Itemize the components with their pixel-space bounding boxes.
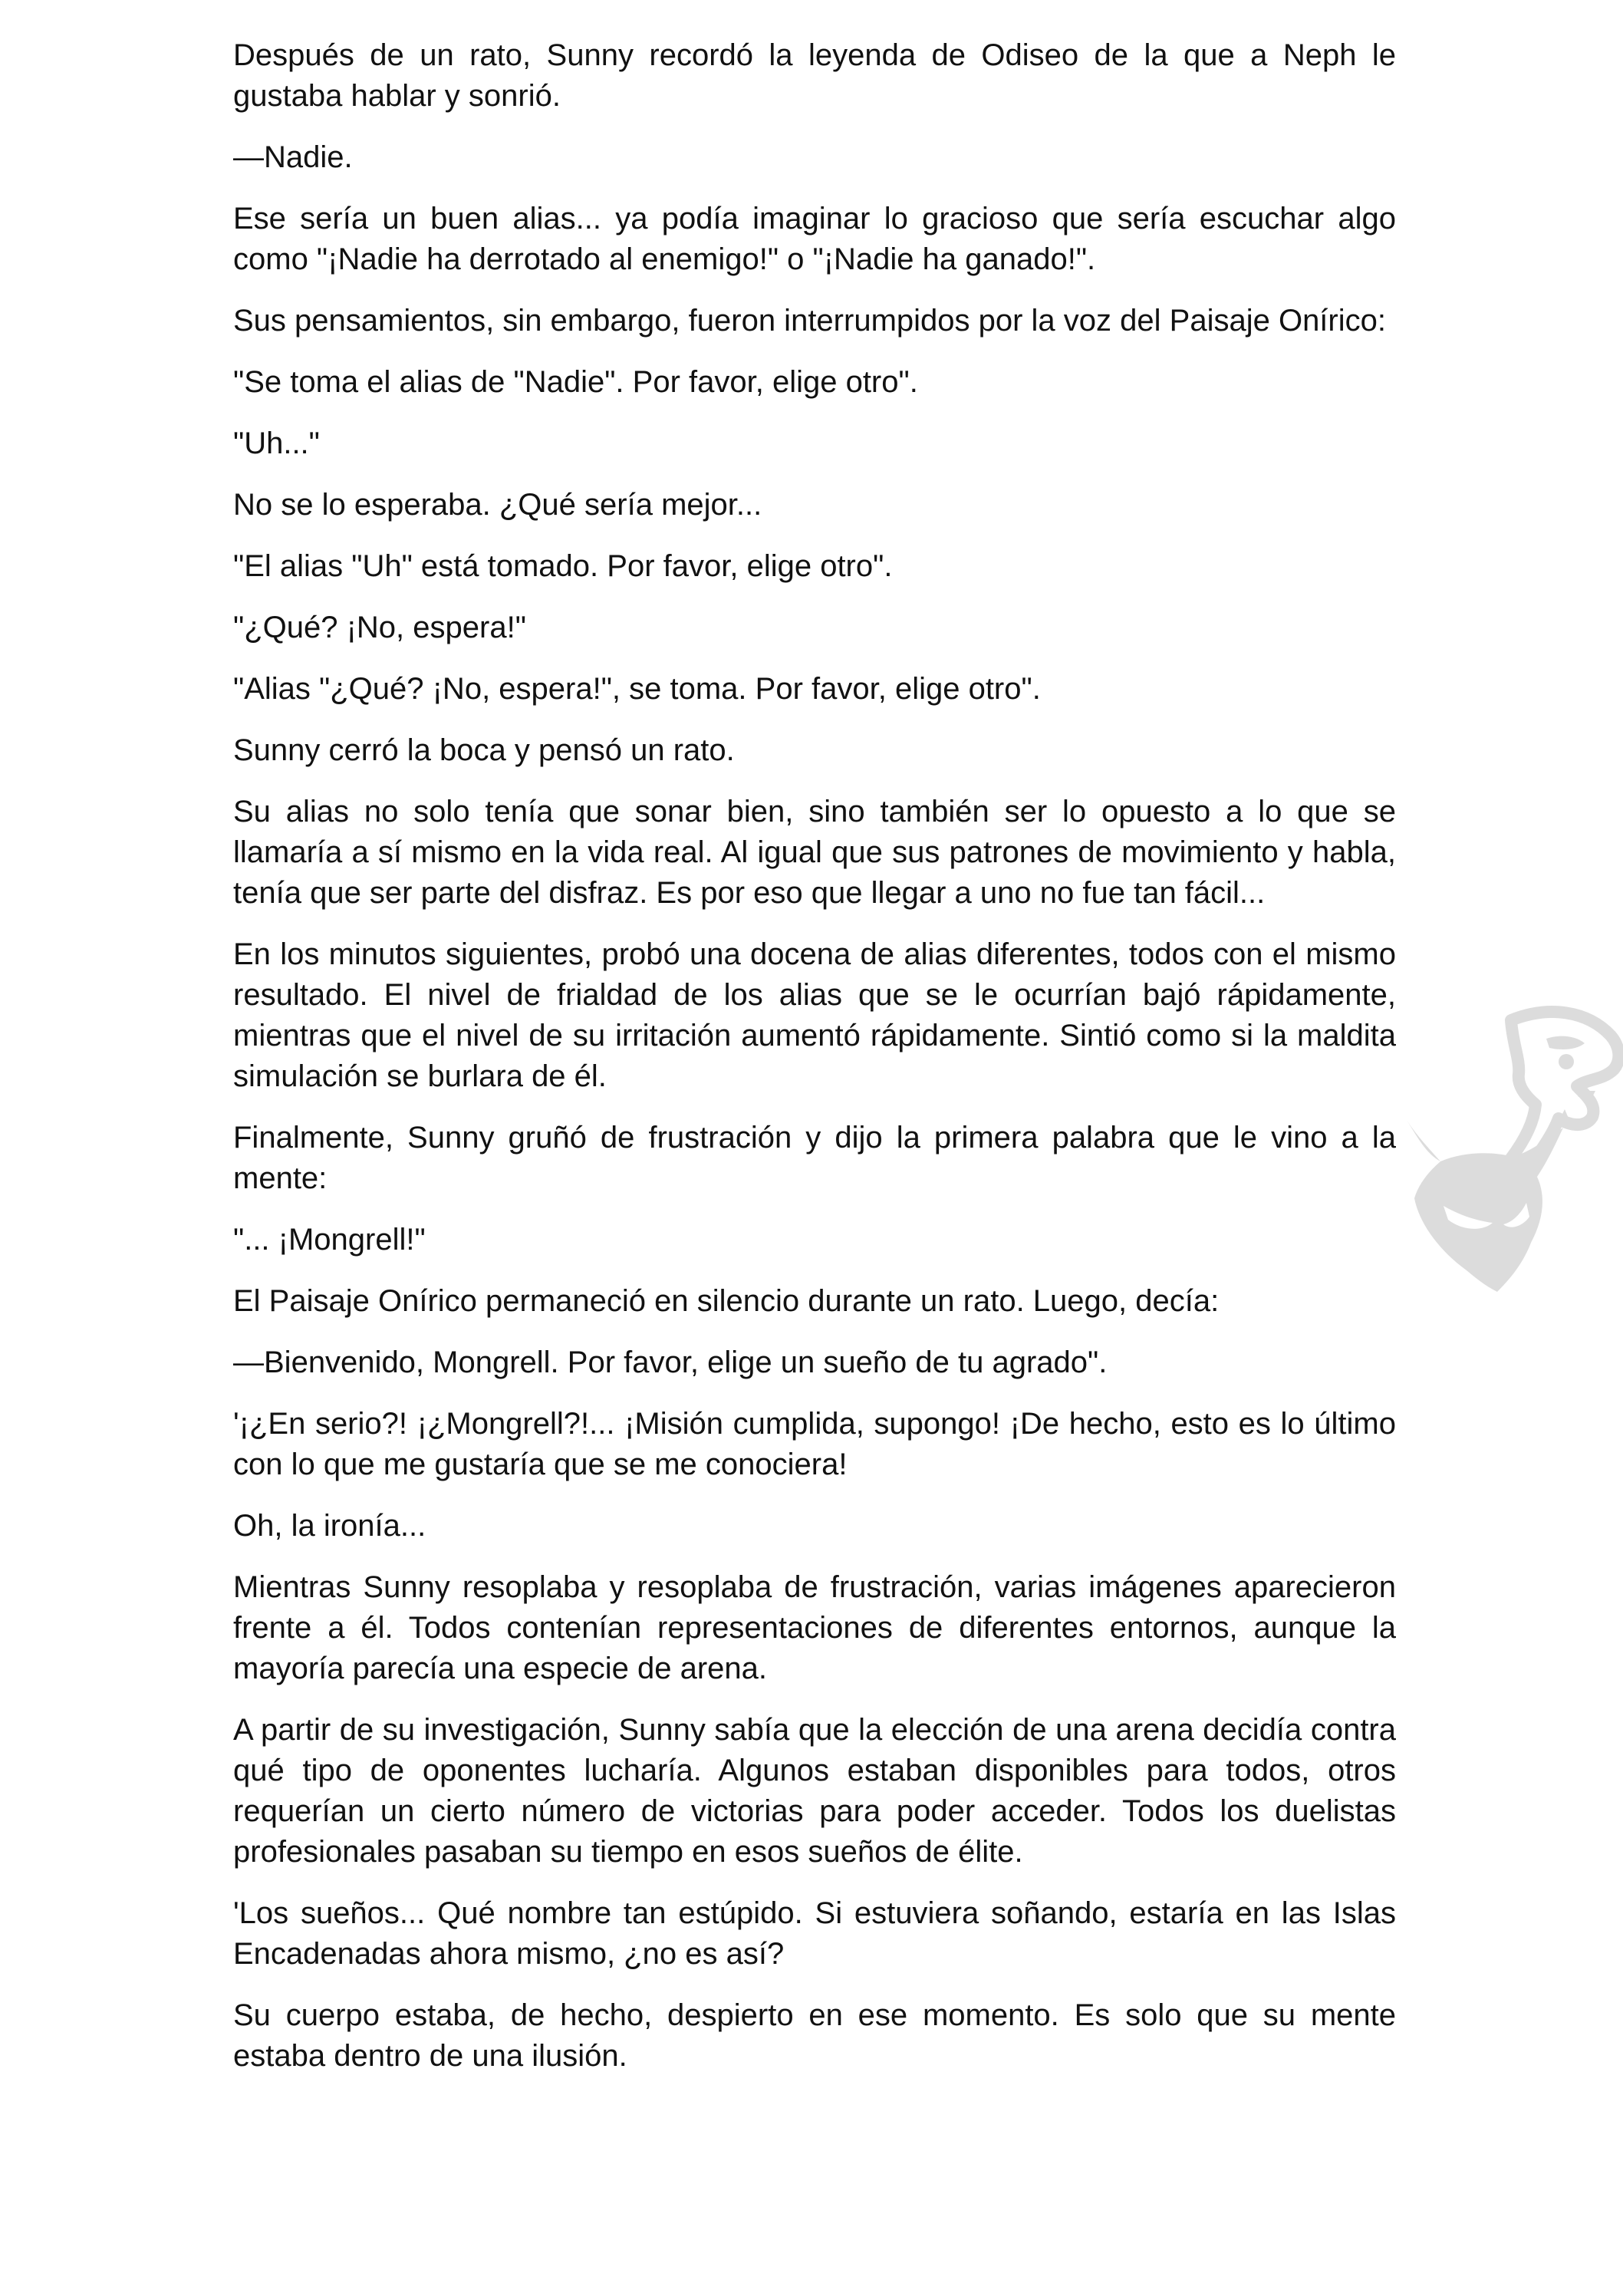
- paragraph: Su cuerpo estaba, de hecho, despierto en ese momento. Es solo que su mente estaba dentro de una ilusión.: [233, 1998, 1396, 2073]
- paragraph: —Bienvenido, Mongrell. Por favor, elige un sueño de tu agrado".: [233, 1346, 1108, 1379]
- paragraph: 'Los sueños... Qué nombre tan estúpido. Si estuviera soñando, estaría en las Islas Encadenadas ahora mismo, ¿no es así?: [233, 1896, 1396, 1971]
- paragraph: En los minutos siguientes, probó una docena de alias diferentes, todos con el mismo resultado. El nivel de frialdad de los alias que se le ocurrían bajó rápidamente, mientras que el nivel de su irritación aumentó rápidamente. Sintió como si la maldita simulación se burlara de él.: [233, 937, 1396, 1093]
- paragraph: Sus pensamientos, sin embargo, fueron interrumpidos por la voz del Paisaje Onírico:: [233, 304, 1386, 338]
- paragraph: "Se toma el alias de "Nadie". Por favor, elige otro".: [233, 365, 918, 399]
- paragraph: Ese sería un buen alias... ya podía imaginar lo gracioso que sería escuchar algo como "¡Nadie ha derrotado al enemigo!" o "¡Nadie ha ganado!".: [233, 202, 1396, 276]
- paragraph: "¿Qué? ¡No, espera!": [233, 611, 526, 644]
- paragraph: Oh, la ironía...: [233, 1509, 426, 1543]
- paragraph: "Uh...": [233, 427, 320, 460]
- document-page: [233, 35, 1396, 2097]
- paragraph: '¡¿En serio?! ¡¿Mongrell?!... ¡Misión cumplida, supongo! ¡De hecho, esto es lo último con lo que me gustaría que se me conociera!: [233, 1407, 1396, 1481]
- paragraph: A partir de su investigación, Sunny sabía que la elección de una arena decidía contra qué tipo de oponentes lucharía. Algunos estaban disponibles para todos, otros requerían un cierto número de victorias para poder acceder. Todos los duelistas profesionales pasaban su tiempo en esos sueños de élite.: [233, 1713, 1396, 1869]
- paragraph: Mientras Sunny resoplaba y resoplaba de frustración, varias imágenes aparecieron frente a él. Todos contenían representaciones de diferentes entornos, aunque la mayoría parecía una especie de arena.: [233, 1570, 1396, 1685]
- paragraph: "El alias "Uh" está tomado. Por favor, elige otro".: [233, 549, 893, 583]
- paragraph: El Paisaje Onírico permaneció en silencio durante un rato. Luego, decía:: [233, 1284, 1220, 1318]
- paragraph: —Nadie.: [233, 140, 353, 174]
- paragraph: "... ¡Mongrell!": [233, 1223, 426, 1257]
- paragraph: No se lo esperaba. ¿Qué sería mejor...: [233, 488, 762, 522]
- paragraph: Finalmente, Sunny gruñó de frustración y dijo la primera palabra que le vino a la mente:: [233, 1121, 1396, 1195]
- paragraph: Después de un rato, Sunny recordó la leyenda de Odiseo de la que a Neph le gustaba hablar y sonrió.: [233, 38, 1396, 113]
- paragraph: Sunny cerró la boca y pensó un rato.: [233, 733, 735, 767]
- dinosaur-devil-watermark-icon: [1396, 990, 1623, 1296]
- paragraph: "Alias "¿Qué? ¡No, espera!", se toma. Por favor, elige otro".: [233, 672, 1041, 706]
- paragraph: Su alias no solo tenía que sonar bien, sino también ser lo opuesto a lo que se llamaría a sí mismo en la vida real. Al igual que sus patrones de movimiento y habla, tenía que ser parte del disfraz. Es por eso que llegar a uno no fue tan fácil...: [233, 795, 1396, 910]
